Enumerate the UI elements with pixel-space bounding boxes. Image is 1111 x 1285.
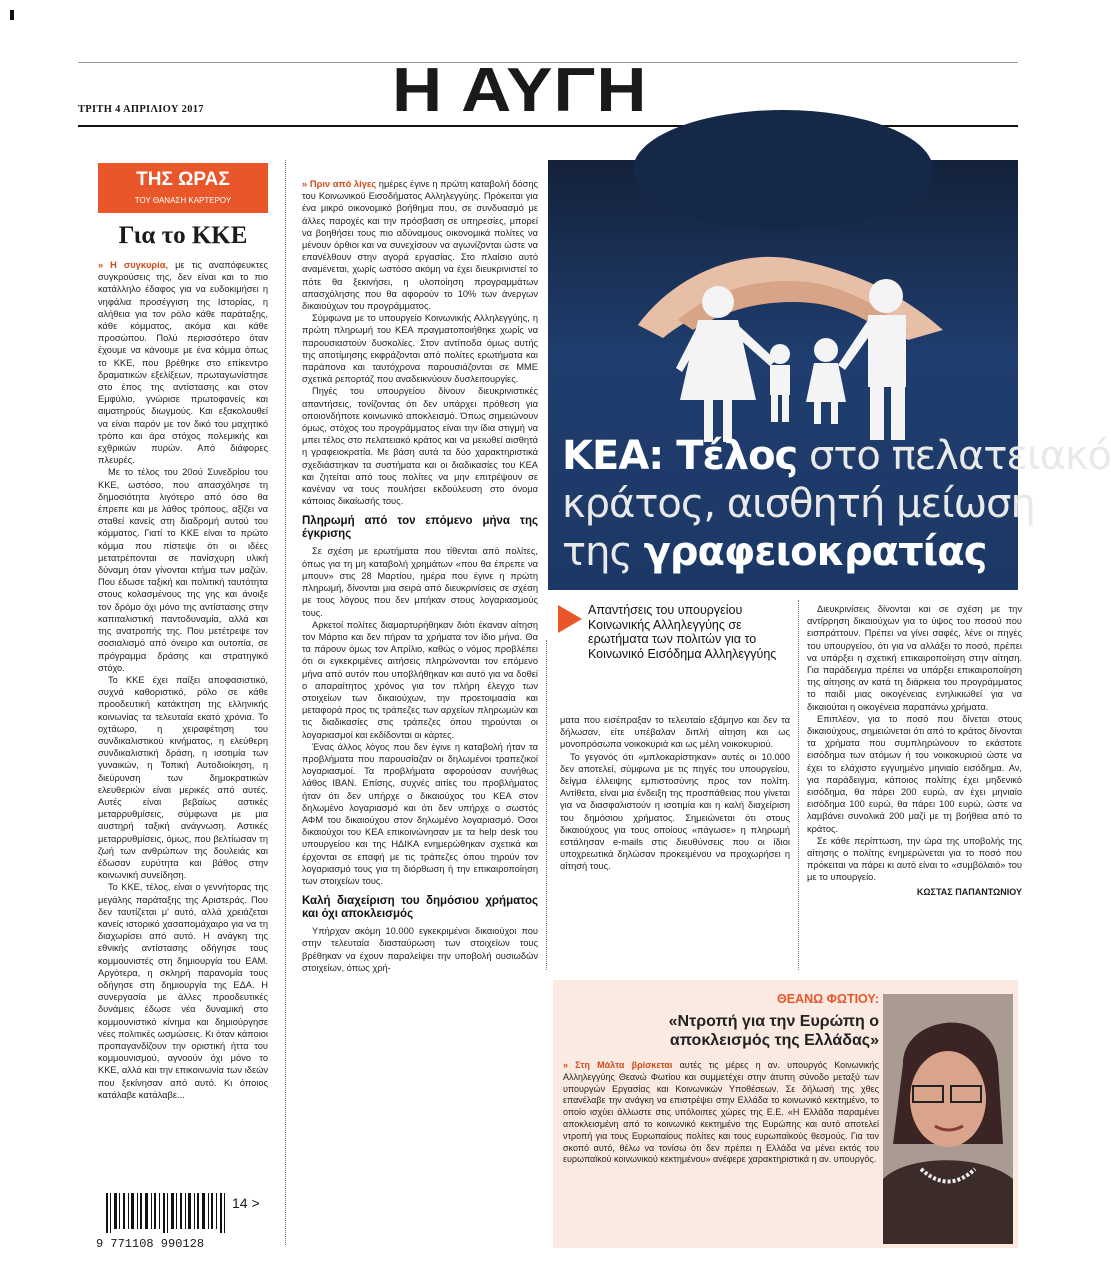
article-paragraph: Πηγές του υπουργείου δίνουν διευκρινιστικές απαντήσεις, τονίζοντας ότι δεν υπάρχει πρόθεση για οποιονδήποτε κοινωνικό αποκλεισμό. Όπως σημειώνουν όμως, στόχος του προγράμματος είναι την ίδια στιγμή να μπει τέλος στο πελατειακό κράτος και να μειωθεί αισθητά η γραφειοκρατία. Με βάση αυτά τα δύο χαρακτηριστικά σχεδιάστηκαν τα συστήματα και οι διαδικασίες του ΚΕΑ και ζητείται από τους πολίτες να μην επιτρέψουν σε κανέναν να τους πουλήσει εκδούλευση στο όνομα κάποιας δικαίωσής τους. (302, 386, 538, 507)
headline-light: στο πελατειακό (797, 433, 1111, 479)
article-paragraph: Σε κάθε περίπτωση, την ώρα της υποβολής της αίτησης ο πολίτης ενημερώνεται για το ποσό που πρόκειται να πάρει κι αυτό είναι το «συμβόλαιό» του με το υπουργείο. (807, 835, 1022, 883)
article-paragraph: ημέρες έγινε η πρώτη καταβολή δόσης του Κοινωνικού Εισοδήματος Αλληλεγγύης. Πρόκειται για ένα μικρό οικονομικό βοήθημα που, σε συνδυασμό με άλλες παροχές και την πρόσβαση σε υπηρεσίες, μπορεί να βοηθήσει τους πιο αδύναμους οικονομικά πολίτες να μένουν όρθιοι και να συνεχίσουν να αγωνίζονται ώστε να επανέλθουν στην αγορά εργασίας. Στο πλαίσιο αυτό αναμένεται, χωρίς ωστόσο ακόμη να έχει διευκρινιστεί το πότε θα ξεκινήσει, η υλοποίηση προγραμμάτων απασχόλησης που θα αφορούν το 10% των άνεργων δικαιούχων του προγράμματος. (302, 179, 538, 312)
article-paragraph: ματα που εισέπραξαν το τελευταίο εξάμηνο και δεν τα δήλωσαν, είτε υπέβαλαν διπλή αίτηση και ως μονοπρόσωπα νοικοκυριά και ως μέλη νοικοκυριού. (560, 715, 790, 750)
headline-bold: γραφειοκρατίας (643, 529, 987, 575)
sidebox (553, 980, 1018, 1248)
barcode (96, 1193, 266, 1251)
column-byline: ΤΟΥ ΘΑΝΑΣΗ ΚΑΡΤΕΡΟΥ (134, 196, 232, 205)
masthead-title: Η ΑΥΓΗ (392, 56, 648, 125)
column-paragraph: Το ΚΚΕ, τέλος, είναι ο γεννήτορας της μεγάλης παράταξης της Αριστεράς. Που δεν ταυτίζεται μ' αυτό, αλλά χρειάζεται κανείς ιστορικό χασαπομάχαιρο για να τη διαχωρίσει από αυτό. Η ανάγκη της εθνικής αντίστασης οδήγησε τους κομμουνιστές στη δημιουργία του ΕΑΜ. Αργότερα, η σκληρή παρανομία τους οδήγησε στη δημιουργία της ΕΔΑ. Η συνεργασία με άλλες προοδευτικές δυνάμεις έδωσε νέα δυναμική στο κομμουνιστικό κίνημα και δημιούργησε νέες πολιτικές ωσμώσεις. Κι όταν κάποιοι προπαγανδίζουν την οριστική ήττα του κομμουνισμού, αγνοούν όχι μόνο το ΚΚΕ, αλλά και την επικοινωνία των ιδεών που ξεκίνησαν από αυτό. Κι όποιος κατάλαβε κατάλαβε... (98, 882, 268, 1100)
article-paragraph: Αρκετοί πολίτες διαμαρτυρήθηκαν διότι έκαναν αίτηση τον Μάρτιο και δεν πήραν τα χρήματα τον ίδιο μήνα. Θα τα πάρουν όμως τον Απρίλιο, καθώς ο νόμος προβλέπει ότι οι εγκεκριμένες αιτήσεις πληρώνονται τον επόμενο μήνα από αυτόν που υποβλήθηκαν και αυτό για να δοθεί ο απαραίτητος χρόνος για τον πλήρη έλεγχο των στοιχείων των δικαιούχων, την προετοιμασία και μεταφορά προς τις τράπεζες των αρχείων πληρωμών και τις διαδικασίες στις τράπεζες όπου τηρούνται οι λογαριασμοί και εκδίδονται οι κάρτες. (302, 619, 538, 740)
article-subheading: Πληρωμή από τον επόμενο μήνα της έγκρισης (302, 515, 538, 541)
barcode-bars (96, 1193, 246, 1233)
barcode-issue: 14 > (232, 1195, 260, 1211)
article-paragraph: Διευκρινίσεις δίνονται και σε σχέση με την αντίρρηση δικαιούχων για το ύψος του ποσού που εισπράττουν. Πρέπει να γίνει σαφές, λένε οι πηγές του υπουργείου, ότι για να αλλάξει το ποσό, πρέπει να υπάρξει η σχετική επικαιροποίηση στην αίτηση. Για παράδειγμα πρέπει να υπάρξει επικαιροποίηση της αίτησης αν κατά τη διάρκεια του προγράμματος το παιδί μιας οικογένειας ενηλικιωθεί για να δικαιούται η οικογένεια παραπάνω χρήματα. (807, 604, 1022, 712)
column-paragraph: Με το τέλος του 20ού Συνεδρίου του ΚΚΕ, ωστόσο, που απασχόλησε τη δημοσιότητα λιγότερο από όσο θα έπρεπε και με λάθος τρόπους, αξίζει να σταθεί κανείς στη διαδρομή αυτού του κόμματος. Γιατί το ΚΚΕ είναι το πρώτο κόμμα που πίστεψε ότι οι ιδέες μετατρέπονται σε πανίσχυρη υλική δύναμη όταν γίνονται κτήμα των μαζών. Που έδωσε ταξική και πολιτική ταυτότητα στους κολασμένους της γης και άνοιξε τον δρόμο όχι μόνο της αντίστασης στην καπιταλιστική παντοδυναμία, αλλά και της ανατροπής της. Που μετέτρεψε τον σοσιαλισμό από όνειρο και ουτοπία, σε πρόγραμμα δράσης και στρατηγικό στόχο. (98, 467, 268, 673)
play-arrow-icon (556, 605, 582, 633)
column-title: Για το ΚΚΕ (118, 222, 248, 249)
sidebox-kicker: ΘΕΑΝΩ ΦΩΤΙΟΥ: (777, 992, 879, 1006)
article-deck: Απαντήσεις του υπουργείου Κοινωνικής Αλληλεγγύης σε ερωτήματα των πολιτών για το Κοινωνικό Εισόδημα Αλληλεγγύης (588, 603, 777, 661)
headline-line: κράτος, αισθητή μείωση (562, 481, 1035, 527)
sidebox-title: «Ντροπή για την Ευρώπη ο αποκλεισμός της Ελλάδας» (668, 1013, 879, 1049)
article-lead: » Πριν από λίγες (302, 179, 377, 189)
column-paragraph: με τις αναπόφευκτες συγκρούσεις της, δεν είναι και το πιο κατάλληλο έδαφος για να ευδοκιμήσει η νηφάλια προσέγγιση της Ιστορίας, η αλήθεια για τον ρόλο κάθε παράταξης, κάθε κόμματος, ακόμα και κάθε προσώπου. Πολύ περισσότερο όταν έχουμε να κάνουμε με ένα κόμμα όπως το ΚΚΕ, που βρέθηκε στο επίκεντρο δραματικών εξελίξεων, πρωταγωνίστησε στο έπος της αντίστασης και στον Εμφύλιο, γνώρισε πρωτοφανείς και αιματηρούς διωγμούς. Και εξακολουθεί να είναι παρόν με τον δικό του μαχητικό τρόπο και άρα στόχος πολεμικής και εχθρικών πυρών. Από διάφορες πλευρές. (98, 260, 268, 466)
column-box (98, 163, 268, 1233)
article-paragraph: Ένας άλλος λόγος που δεν έγινε η καταβολή ήταν τα προβλήματα που παρουσίαζαν οι δηλωμένοι τραπεζικοί λογαριασμοί. Τα προβλήματα αφορούσαν συνήθως λάθος IBAN. Επίσης, συχνές αιτίες του προβλήματος ήταν ότι δεν υπήρχε ο δικαιούχος του ΚΕΑ στον δηλωμένο λογαριασμό και ότι δεν υπήρχε ο σωστός ΑΦΜ του δικαιούχου στον δηλωμένο λογαριασμό. Όσοι δικαιούχοι του ΚΕΑ επικοινώνησαν με τα help desk του υπουργείου και της ΗΔΙΚΑ ενημερώθηκαν σχετικά και έρχονται σε επαφή με τις τράπεζες όπου τηρούν τον λογαριασμό τους για τη διόρθωση ή την επικαιροποίηση των στοιχείων τους. (302, 741, 538, 886)
barcode-number: 9 771108 990128 (96, 1237, 205, 1251)
column-banner-title: ΤΗΣ ΩΡΑΣ (136, 169, 230, 190)
article-paragraph: Σε σχέση με ερωτήματα που τίθενται από πολίτες, όπως για τη μη καταβολή χρημάτων «που θα έπρεπε να μπουν» στις 28 Μαρτίου, ημέρα που έγινε η πρώτη πληρωμή, δίνονται μια σειρά από διευκρινίσεις σε σχέση με τους λόγους που δεν μπήκαν στους λογαριασμούς τους. (302, 546, 538, 618)
portrait-photo (883, 994, 1013, 1244)
article-paragraph: Υπήρχαν ακόμη 10.000 εγκεκριμένοι δικαιούχοι που στην τελευταία διασταύρωση των στοιχείων τους βρέθηκαν να έχουν παραλείψει την υποβολή ουσιωδών στοιχείων, όπως χρή- (302, 926, 538, 973)
sidebox-lead: » Στη Μάλτα βρίσκεται (563, 1060, 673, 1070)
column-paragraph: Το ΚΚΕ έχει παίξει αποφασιστικό, συχνά καθοριστικό, ρόλο σε κάθε προοδευτική κατάκτηση της ελληνικής κοινωνίας τα τελευταία εκατό χρόνια. Το οχτάωρο, η χειραφέτηση του συνδικαλιστικού κινήματος, η ελεύθερη συνδικαλιστική δράση, η ισοτιμία των γυναικών, η Τοπική Αυτοδιοίκηση, η διεύρυνση των δημοκρατικών ελευθεριών είναι μερικές από αυτές. Αυτές είναι βεβαίως αστικές μεταρρυθμίσεις, σύμφωνα με μια αυστηρή ταξική ανάγνωση. Αστικές μεταρρυθμίσεις, όμως, που βελτίωσαν τη ζωή των ανθρώπων της δουλειάς και έδωσαν ευρύτητα και βάθος στην κοινωνική συνείδηση. (98, 674, 268, 881)
family-photo (548, 160, 1111, 590)
headline-light: της (562, 529, 644, 575)
column-lead: » Η συγκυρία, (98, 260, 169, 270)
article-subheading: Καλή διαχείριση του δημόσιου χρήματος και όχι αποκλεισμός (302, 895, 538, 921)
sidebox-body: αυτές τις μέρες η αν. υπουργός Κοινωνικής Αλληλεγγύης Θεανώ Φωτίου και συμμετέχει στην άτυπη σύνοδο μεταξύ των υπουργών Εργασίας και Κοινωνικών Υποθέσεων. Σε δήλωσή της χθες επανέλαβε την ανάγκη να επιστρέψει στην Ελλάδα το κοινωνικό κεκτημένο, το οποίο ισχύει άλλωστε στις υπόλοιπες χώρες της Ε.Ε. «Η Ελλάδα παραμένει αποκλεισμένη από το κοινωνικό κεκτημένο της Ευρώπης και αυτό αποτελεί ντροπή για τους Ευρωπαίους πολίτες και τους ευρωπαϊκούς θεσμούς. Για τον σκοπό αυτό, θέλω να τονίσω ότι δεν πρέπει η Ελλάδα να μένει εκτός του ευρωπαϊκού κοινωνικού κεκτημένου» ανέφερε χαρακτηριστικά η αν. υπουργός. (563, 1060, 879, 1165)
article-author: ΚΩΣΤΑΣ ΠΑΠΑΝΤΩΝΙΟΥ (916, 886, 1022, 897)
headline-bold: ΚΕΑ: Τέλος (562, 433, 798, 479)
masthead-date: ΤΡΙΤΗ 4 ΑΠΡΙΛΙΟΥ 2017 (78, 104, 204, 115)
article-paragraph: Επιπλέον, για το ποσό που δίνεται στους δικαιούχους, σημειώνεται ότι από το κράτος δίνονται τα χρήματα που συμπληρώνουν το εκάστοτε εισόδημα των ατόμων ή του νοικοκυριού ώστε να έχει το ελάχιστο εγγυημένο μηνιαίο εισόδημα. Αν, για παράδειγμα, κάποιος πολίτης έχει μηδενικό εισόδημα, θα πάρει 200 ευρώ, αν έχει μηνιαίο εισόδημα 100 ευρώ, θα πάρει 100 ευρώ, ώστε να λαμβάνει συνολικά 200 μαζί με τη βοήθεια από το κράτος. (807, 713, 1022, 834)
article-paragraph: Σύμφωνα με το υπουργείο Κοινωνικής Αλληλεγγύης, η πρώτη πληρωμή του ΚΕΑ πραγματοποιήθηκε χωρίς να παρουσιαστούν δυσκολίες. Στον αντίποδα όμως αυτής της αποτίμησης εκφράζονται από πολίτες ερωτήματα και παράπονα και ταυτόχρονα παρουσιάζονται σε ΜΜΕ σχετικά ρεπορτάζ που αναδεικνύουν δυσλειτουργίες. (302, 313, 538, 385)
column-banner (98, 163, 268, 213)
article-paragraph: Το γεγονός ότι «μπλοκαρίστηκαν» αυτές οι 10.000 δεν αποτελεί, σύμφωνα με τις πηγές του υπουργείου, δείγμα έλλειψης εμπιστοσύνης προς τον πολίτη. Αντίθετα, είναι μια ένδειξη της προσπάθειας που γίνεται για να διασφαλιστούν η ισοτιμία και η καλή διαχείριση του δημόσιου χρήματος. Σημειώνεται ότι στους δικαιούχους για τους οποίους «πάγωσε» η πληρωμή εστάλησαν e-mails στις διευθύνσεις που οι ίδιοι υποχρεωτικά δηλώσαν προκειμένου να προχωρήσει η αίτησή τους. (560, 751, 790, 872)
